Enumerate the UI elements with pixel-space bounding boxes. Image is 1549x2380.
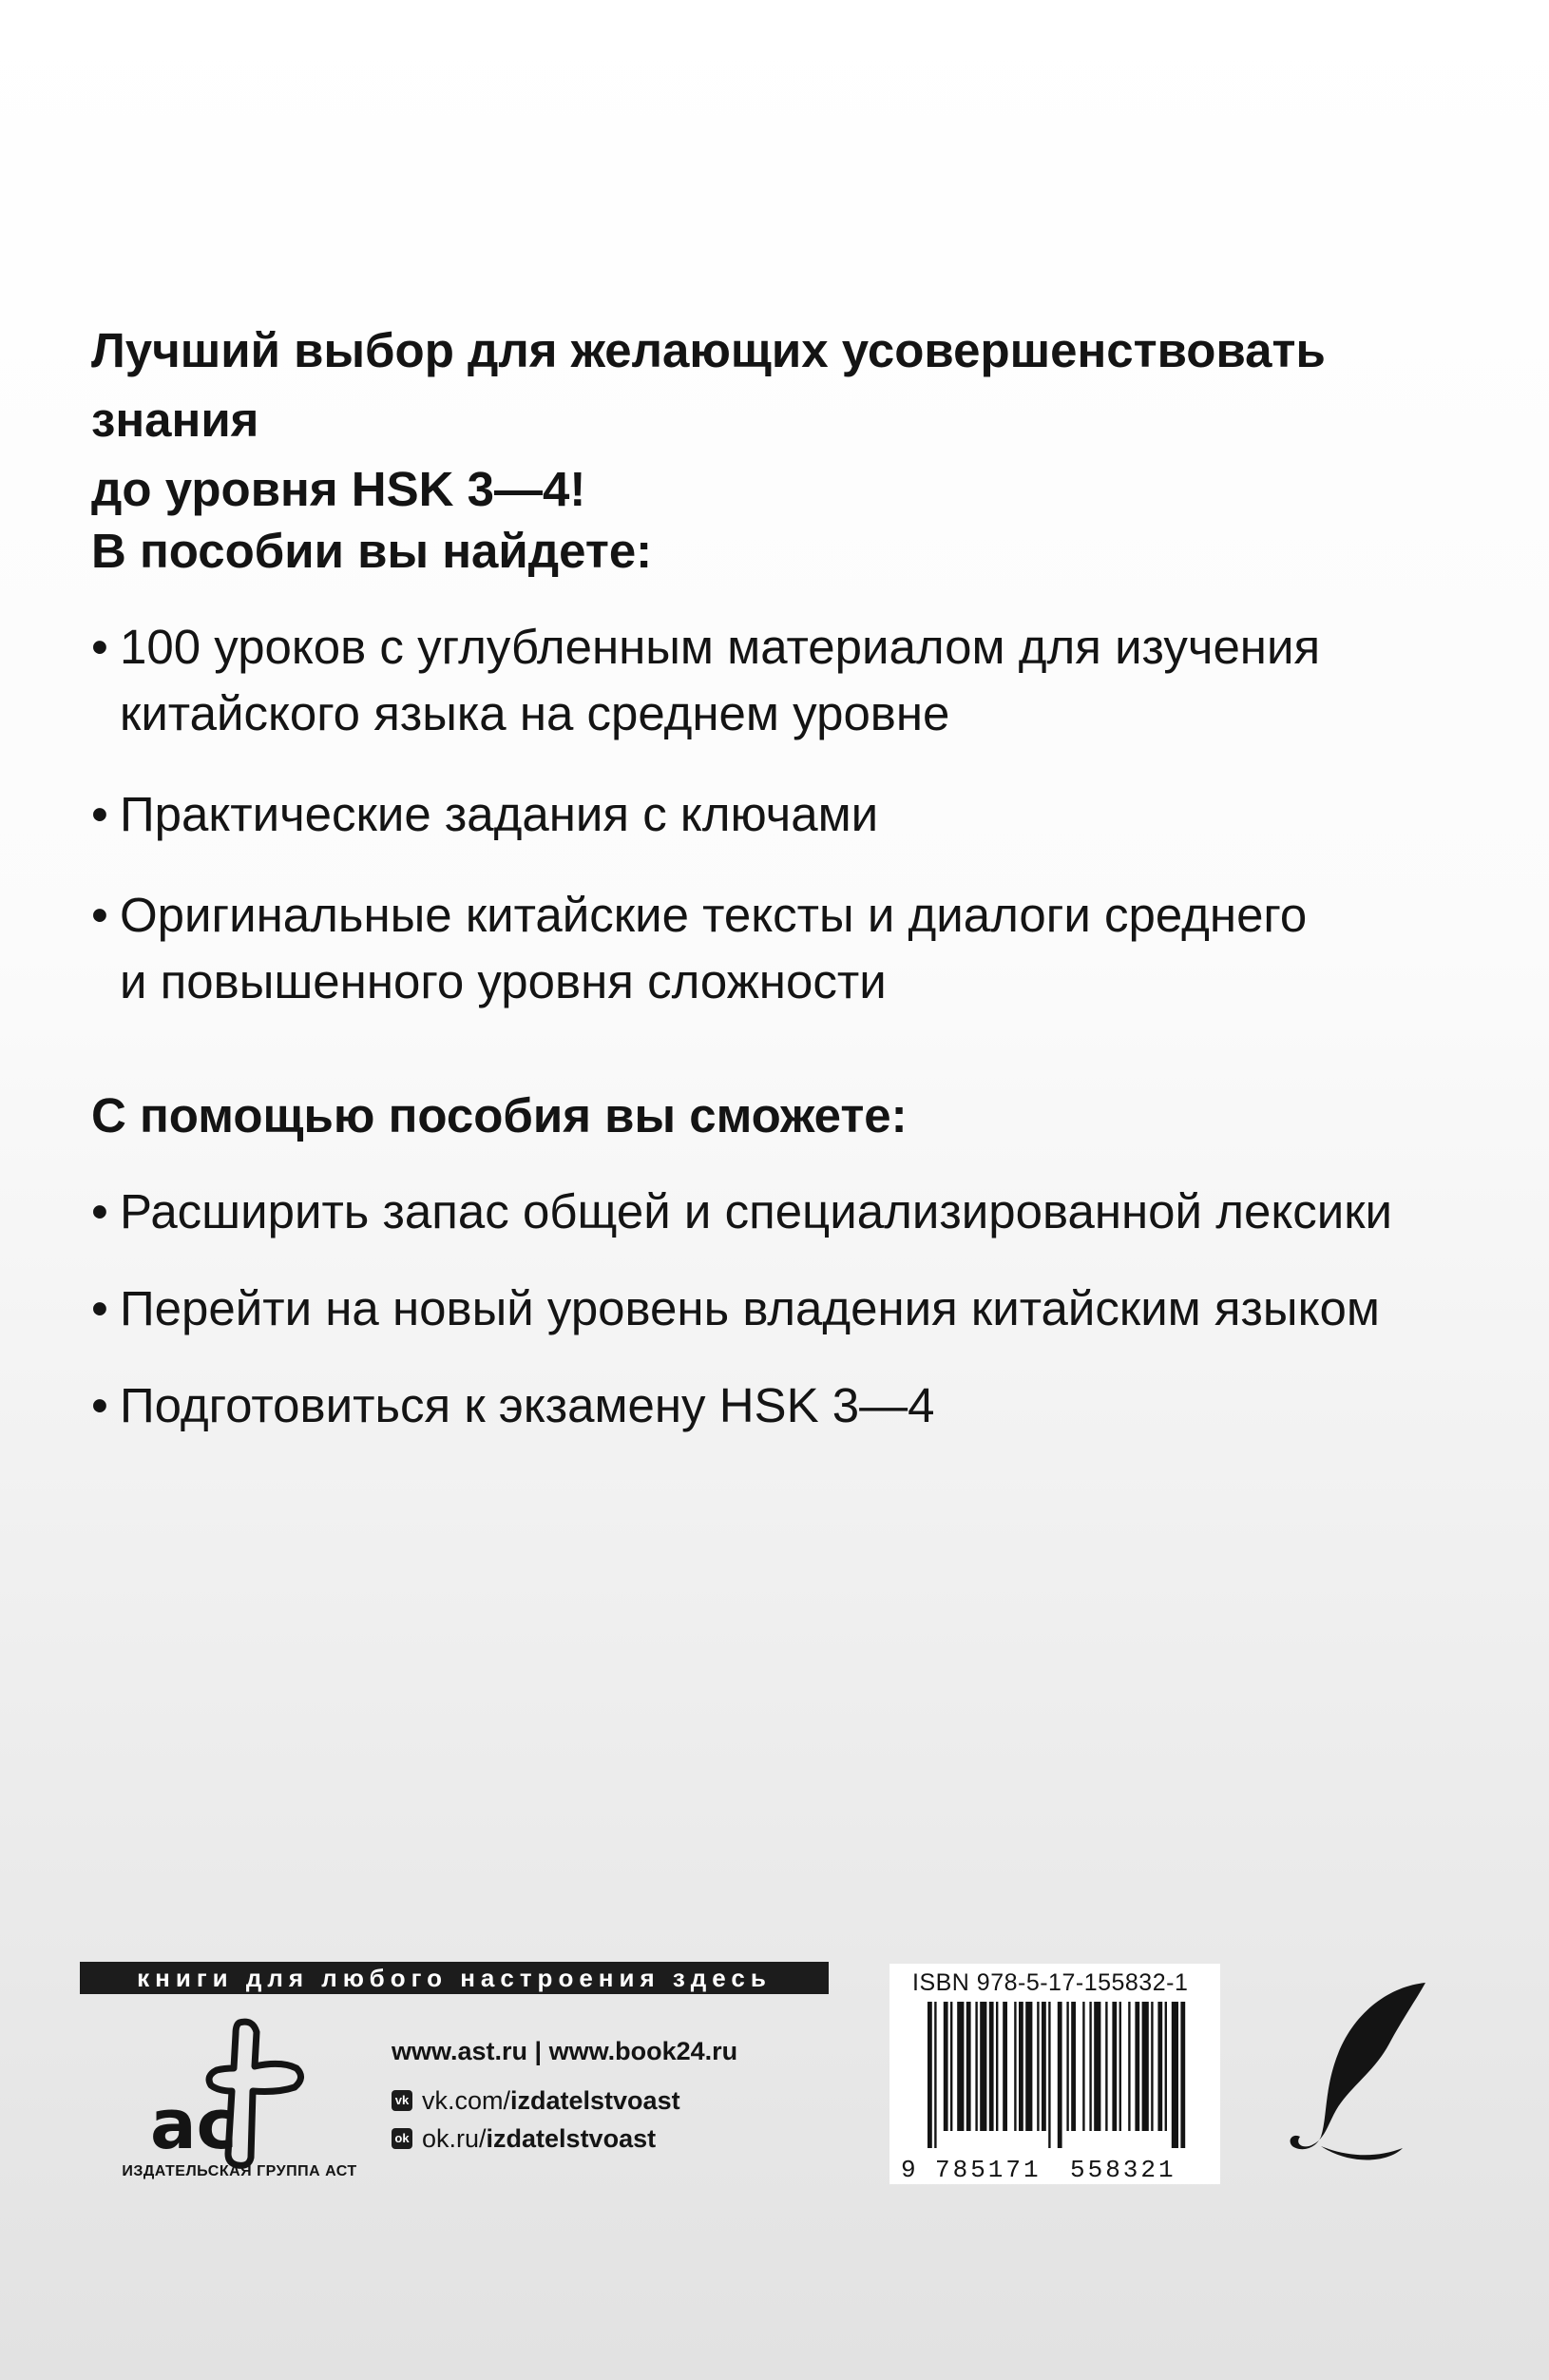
isbn-text: ISBN 978-5-17-155832-1 — [912, 1969, 1189, 1996]
barcode-bar — [1089, 2002, 1091, 2131]
section1-list — [91, 614, 1479, 1015]
barcode-box — [889, 1964, 1220, 2184]
headline-line-1: Лучший выбор для желающих усовершенствовать знания — [91, 323, 1326, 447]
tagline-bar: книги для любого настроения здесь — [80, 1962, 829, 1994]
barcode-bar — [1014, 2002, 1016, 2131]
barcode-bar — [989, 2002, 994, 2131]
barcode-bar — [1142, 2002, 1149, 2131]
barcode-bars — [927, 2002, 1185, 2148]
barcode-bar — [966, 2002, 971, 2131]
barcode-bar — [1048, 2002, 1050, 2148]
ast-logo-icon — [133, 2013, 323, 2175]
vk-link[interactable]: vk vk.com/ izdatelstvoast — [392, 2082, 810, 2120]
website-links[interactable]: www.ast.ru | www.book24.ru — [392, 2037, 738, 2065]
ok-icon: ok — [392, 2128, 412, 2149]
barcode-bar — [1180, 2002, 1185, 2148]
publisher-links — [392, 2032, 810, 2158]
barcode-bar — [1157, 2002, 1162, 2131]
barcode-bar — [1037, 2002, 1039, 2131]
barcode-bar — [1071, 2002, 1076, 2131]
bullet-icon: • — [91, 787, 108, 841]
ok-link[interactable]: ok ok.ru/ izdatelstvoast — [392, 2120, 810, 2158]
logo-letters: ac — [150, 2084, 238, 2164]
barcode-bar — [996, 2002, 998, 2131]
bullet-icon: • — [91, 620, 108, 674]
barcode-bar — [1112, 2002, 1117, 2131]
barcode-bar — [944, 2002, 948, 2131]
barcode-bar — [1025, 2002, 1032, 2131]
barcode-bar — [934, 2002, 936, 2148]
barcode-bar — [957, 2002, 964, 2131]
barcode-bar — [950, 2002, 952, 2131]
bullet-icon: • — [91, 1378, 108, 1432]
section1-title: В пособии вы найдете: — [91, 524, 653, 578]
barcode-bar — [1135, 2002, 1139, 2131]
barcode-digit-first: 9 — [901, 2156, 916, 2182]
section2-title: С помощью пособия вы сможете: — [91, 1088, 908, 1142]
barcode-bar — [1058, 2002, 1062, 2148]
bullet-icon: • — [91, 888, 108, 942]
barcode-bar — [975, 2002, 977, 2131]
barcode-bar — [1119, 2002, 1121, 2131]
logo-caption: ИЗДАТЕЛЬСКАЯ ГРУППА АСТ — [122, 2163, 357, 2179]
barcode-bar — [980, 2002, 986, 2131]
list-item: • Подготовиться к экзамену HSK 3—4 — [91, 1372, 1479, 1439]
barcode-bar — [1172, 2002, 1178, 2148]
barcode-digits-left: 785171 — [935, 2156, 1042, 2182]
barcode-bar — [927, 2002, 932, 2148]
barcode-bar — [1066, 2002, 1068, 2131]
barcode-bar — [1165, 2002, 1167, 2131]
bullet-icon: • — [91, 1281, 108, 1335]
barcode — [899, 2002, 1213, 2182]
list-item: • Оригинальные китайские тексты и диалоги среднего и повышенного уровня сложности — [91, 882, 1479, 1015]
barcode-bar — [1094, 2002, 1100, 2131]
list-item: • Расширить запас общей и специализированной лексики — [91, 1179, 1479, 1245]
barcode-bar — [1105, 2002, 1107, 2131]
section2-list — [91, 1179, 1479, 1439]
barcode-bar — [1019, 2002, 1023, 2131]
barcode-bar — [1151, 2002, 1153, 2131]
feather-icon — [1283, 1977, 1435, 2167]
list-item: • Перейти на новый уровень владения китайским языком — [91, 1276, 1479, 1342]
barcode-bar — [1128, 2002, 1130, 2131]
bullet-icon: • — [91, 1184, 108, 1238]
vk-icon: vk — [392, 2090, 412, 2111]
list-item: • Практические задания с ключами — [91, 781, 1479, 848]
list-item: • 100 уроков с углубленным материалом для изучения китайского языка на среднем уровне — [91, 614, 1479, 747]
barcode-digits-right: 558321 — [1070, 2156, 1176, 2182]
headline-line-2: до уровня HSK 3—4! — [91, 462, 586, 516]
barcode-bar — [1042, 2002, 1046, 2131]
headline — [91, 316, 1488, 524]
barcode-bar — [1003, 2002, 1007, 2131]
barcode-bar — [1082, 2002, 1084, 2131]
